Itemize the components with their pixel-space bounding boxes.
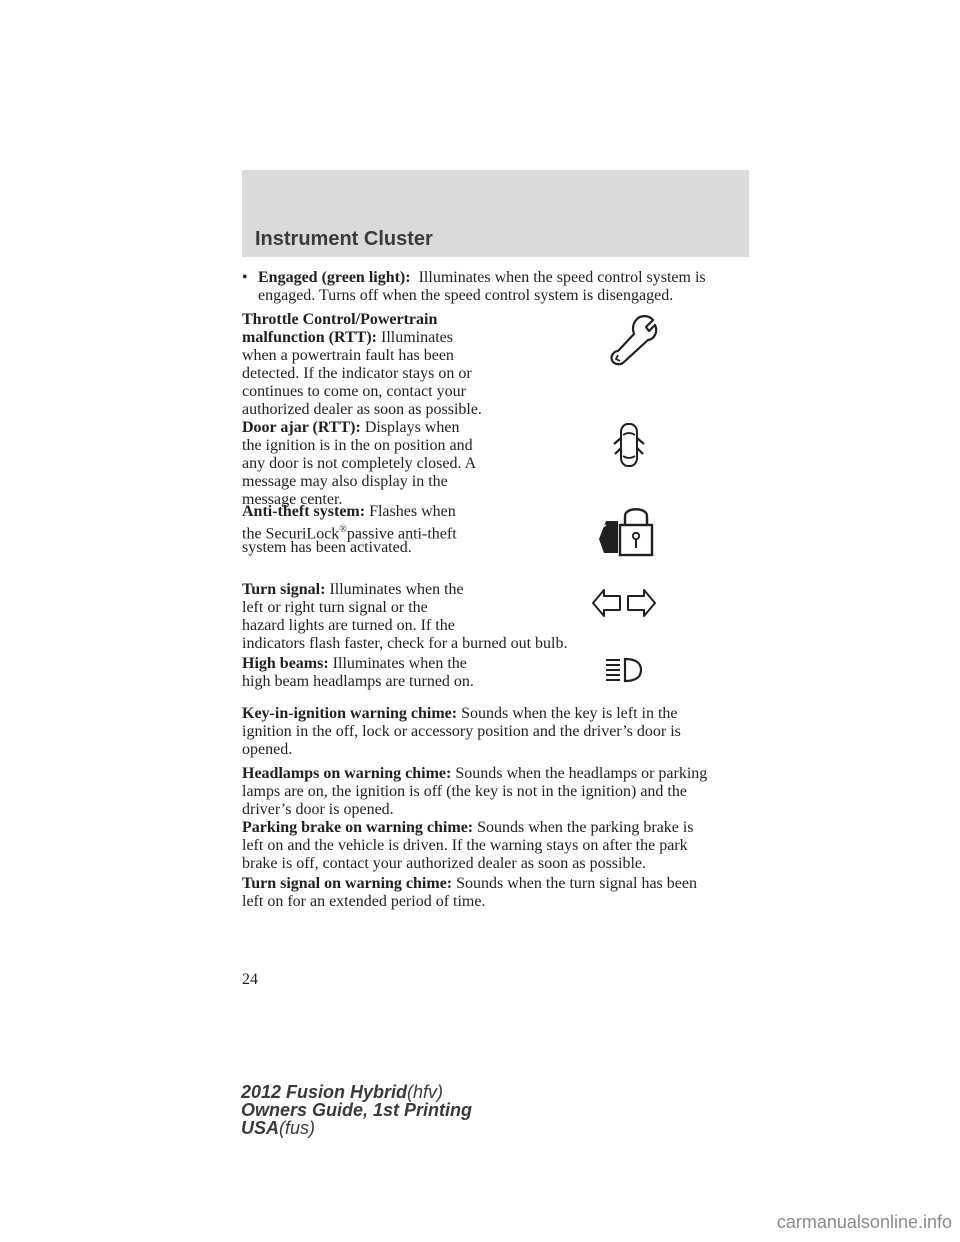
throttle-text-4: detected. If the indicator stays on or bbox=[242, 365, 472, 382]
bullet-marker: • bbox=[242, 269, 248, 286]
turnchime-text-2: left on for an extended period of time. bbox=[242, 893, 486, 910]
section-header-band bbox=[242, 170, 749, 257]
antitheft-text-2b: passive anti-theft bbox=[346, 525, 457, 543]
headlamps-text-3: driver’s door is opened. bbox=[242, 801, 394, 818]
door-text-2: the ignition is in the on position and bbox=[242, 437, 473, 454]
wrench-icon bbox=[606, 314, 658, 368]
turn-signal-arrows-icon bbox=[590, 585, 658, 621]
antitheft-text-3: system has been activated. bbox=[242, 539, 412, 556]
key-text-2: ignition in the off, lock or accessory position and the driver’s door is bbox=[242, 723, 681, 740]
antitheft-term: Anti-theft system: bbox=[242, 503, 366, 520]
door-text-1: Displays when bbox=[364, 419, 460, 436]
turnchime-text-1: Sounds when the turn signal has been bbox=[456, 875, 697, 892]
throttle-text-2: Illuminates bbox=[381, 329, 453, 346]
high-beam-icon bbox=[604, 654, 644, 684]
engaged-text-1: Illuminates when the speed control system is bbox=[418, 269, 706, 286]
turnchime-term: Turn signal on warning chime: bbox=[242, 875, 453, 892]
turn-text-2: left or right turn signal or the bbox=[242, 599, 428, 616]
door-text-5: message center. bbox=[242, 491, 343, 508]
section-title: Instrument Cluster bbox=[255, 228, 433, 250]
headlamps-text-2: lamps are on, the ignition is off (the key is not in the ignition) and the bbox=[242, 783, 687, 800]
throttle-term-2: malfunction (RTT): bbox=[242, 329, 377, 346]
throttle-term-1: Throttle Control/Powertrain bbox=[242, 311, 438, 328]
throttle-text-3: when a powertrain fault has been bbox=[242, 347, 454, 364]
turn-line-1 bbox=[242, 582, 464, 598]
parking-text-1: Sounds when the parking brake is bbox=[477, 819, 694, 836]
high-term: High beams: bbox=[242, 655, 329, 672]
watermark-link[interactable]: carmanualsonline.info bbox=[776, 1212, 952, 1232]
footer-model: 2012 Fusion Hybrid bbox=[241, 1082, 408, 1102]
key-line-1 bbox=[242, 706, 678, 722]
footer-printing: Owners Guide, 1st Printing bbox=[241, 1100, 473, 1120]
door-line-1 bbox=[242, 420, 459, 436]
headlamps-term: Headlamps on warning chime: bbox=[242, 765, 452, 782]
footer-market-code: (fus) bbox=[279, 1118, 316, 1138]
footer-model-code: (hfv) bbox=[407, 1082, 444, 1102]
high-line-1 bbox=[242, 656, 467, 672]
page-number: 24 bbox=[242, 971, 258, 988]
turn-text-3: hazard lights are turned on. If the bbox=[242, 617, 455, 634]
turnchime-line-1 bbox=[242, 876, 697, 892]
antitheft-text-2a: the SecuriLock bbox=[242, 525, 340, 543]
footer-line-3 bbox=[241, 1119, 472, 1137]
high-text-1: Illuminates when the bbox=[332, 655, 467, 672]
engaged-text-2: engaged. Turns off when the speed control system is disengaged. bbox=[258, 287, 674, 304]
footer-line-2 bbox=[241, 1101, 472, 1119]
key-term: Key-in-ignition warning chime: bbox=[242, 705, 458, 722]
parking-term: Parking brake on warning chime: bbox=[242, 819, 474, 836]
throttle-text-6: authorized dealer as soon as possible. bbox=[242, 401, 482, 418]
key-text-3: opened. bbox=[242, 741, 293, 758]
key-text-1: Sounds when the key is left in the bbox=[461, 705, 678, 722]
registered-mark: ® bbox=[339, 524, 347, 535]
footer-market: USA bbox=[241, 1118, 280, 1138]
engaged-item bbox=[258, 270, 706, 286]
headlamps-line-1 bbox=[242, 766, 707, 782]
parking-line-1 bbox=[242, 820, 694, 836]
headlamps-text-1: Sounds when the headlamps or parking bbox=[455, 765, 708, 782]
antitheft-text-1: Flashes when bbox=[369, 503, 456, 520]
turn-text-4: indicators flash faster, check for a burned out bulb. bbox=[242, 635, 568, 652]
door-term: Door ajar (RTT): bbox=[242, 419, 361, 436]
antitheft-line-1 bbox=[242, 504, 456, 520]
throttle-line-2 bbox=[242, 330, 453, 346]
door-ajar-icon bbox=[612, 420, 646, 470]
parking-text-2: left on and the vehicle is driven. If the warning stays on after the park bbox=[242, 837, 688, 854]
parking-text-3: brake is off, contact your authorized dealer as soon as possible. bbox=[242, 855, 647, 872]
engaged-term: Engaged (green light): bbox=[258, 269, 411, 286]
throttle-text-5: continues to come on, contact your bbox=[242, 383, 466, 400]
turn-text-1: Illuminates when the bbox=[329, 581, 464, 598]
document-footer bbox=[241, 1083, 472, 1137]
anti-theft-lock-icon bbox=[596, 503, 656, 559]
footer-line-1 bbox=[241, 1083, 472, 1101]
door-text-4: message may also display in the bbox=[242, 473, 448, 490]
high-text-2: high beam headlamps are turned on. bbox=[242, 673, 474, 690]
turn-term: Turn signal: bbox=[242, 581, 326, 598]
door-text-3: any door is not completely closed. A bbox=[242, 455, 477, 472]
